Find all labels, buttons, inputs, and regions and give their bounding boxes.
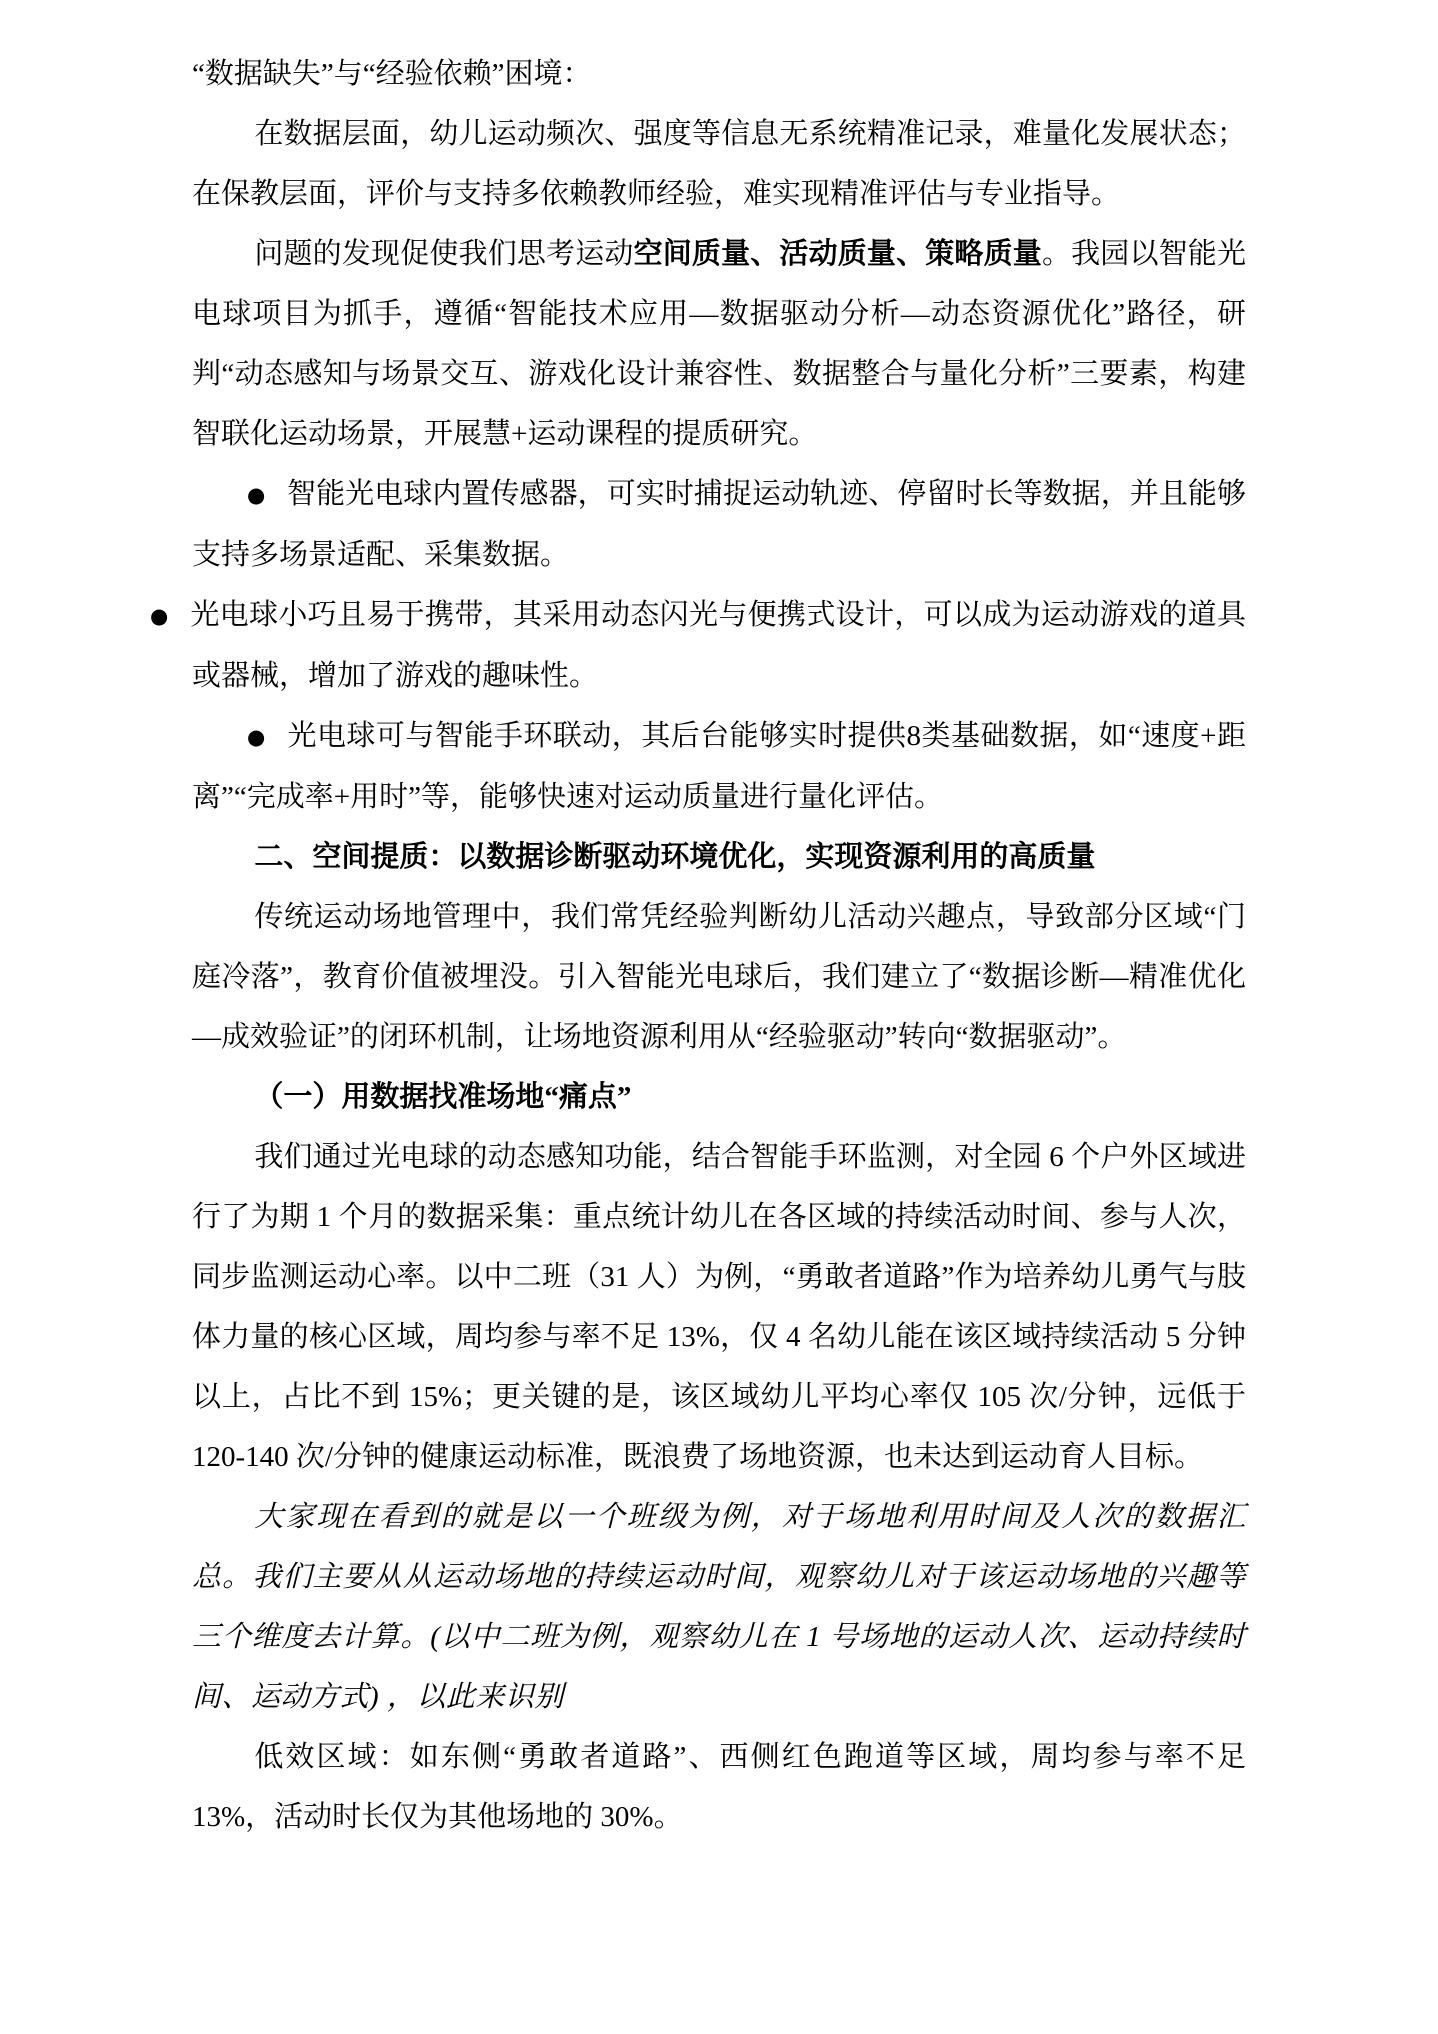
bullet-text: 光电球可与智能手环联动，其后台能够实时提供8类基础数据，如“速度+距离”“完成率+用时”等，能够快速对运动质量进行量化评估。 (192, 720, 1246, 813)
low-efficiency-zone-paragraph (192, 1727, 1246, 1847)
paragraph-text: 传统运动场地管理中，我们常凭经验判断幼儿活动兴趣点，导致部分区域“门庭冷落”，教育价值被埋没。引入智能光电球后，我们建立了“数据诊断—精准优化—成效验证”的闭环机制，让场地资源利用从“经验驱动”转向“数据驱动”。 (192, 901, 1246, 1053)
traditional-management-paragraph (192, 887, 1246, 1067)
paragraph-text: 。我园以智能光电球项目为抓手，遵循“智能技术应用—数据驱动分析—动态资源优化”路径，研判“动态感知与场景交互、游戏化设计兼容性、数据整合与量化分析”三要素，构建智联化运动场景，开展慧+运动课程的提质研究。 (192, 238, 1246, 450)
heading-text: （一）用数据找准场地“痛点” (254, 1081, 632, 1113)
heading-text: 二、空间提质：以数据诊断驱动环境优化，实现资源利用的高质量 (254, 841, 1096, 873)
bullet-text: 光电球小巧且易于携带，其采用动态闪光与便携式设计，可以成为运动游戏的道具或器械，增加了游戏的趣味性。 (190, 599, 1246, 692)
bullet-sensor (192, 464, 1246, 585)
bullet-icon: ● (247, 483, 266, 507)
paragraph-text: 低效区域：如东侧“勇敢者道路”、西侧红色跑道等区域，周均参与率不足 13%，活动时长仅为其他场地的 30%。 (192, 1741, 1246, 1833)
bullet-text: 智能光电球内置传感器，可实时捕捉运动轨迹、停留时长等数据，并且能够支持多场景适配、采集数据。 (192, 478, 1246, 571)
paragraph-text: 大家现在看到的就是以一个班级为例，对于场地利用时间及人次的数据汇总。我们主要从从运动场地的持续运动时间，观察幼儿对于该运动场地的兴趣等三个维度去计算。(以中二班为例，观察幼儿在 1 号场地的运动人次、运动持续时间、运动方式) ，以此来识别 (192, 1501, 1246, 1713)
bullet-portable (150, 585, 1246, 706)
data-collection-paragraph (192, 1127, 1246, 1487)
section-two-heading (192, 827, 1246, 887)
data-level-paragraph (192, 104, 1246, 224)
bullet-wristband (192, 706, 1246, 827)
bullet-icon: ● (150, 604, 169, 628)
dilemma-lead-line (192, 44, 1246, 104)
bullet-icon: ● (247, 725, 266, 749)
quality-keywords-bold: 空间质量、活动质量、策略质量 (633, 238, 1042, 270)
paragraph-text: 我们通过光电球的动态感知功能，结合智能手环监测，对全园 6 个户外区域进行了为期 1 个月的数据采集：重点统计幼儿在各区域的持续活动时间、参与人次，同步监测运动心率。以中二班（31 人）为例，“勇敢者道路”作为培养幼儿勇气与肢体力量的核心区域，周均参与率不足 13%，仅 4 名幼儿能在该区域持续活动 5 分钟以上，占比不到 15%；更关键的是，该区域幼儿平均心率仅 105 次/分钟，远低于 120-140 次/分钟的健康运动标准，既浪费了场地资源，也未达到运动育人目标。 (192, 1141, 1246, 1473)
subsection-one-heading (192, 1067, 1246, 1127)
paragraph-text: 在数据层面，幼儿运动频次、强度等信息无系统精准记录，难量化发展状态；在保教层面，评价与支持多依赖教师经验，难实现精准评估与专业指导。 (192, 118, 1246, 210)
paragraph-text: 问题的发现促使我们思考运动 (254, 238, 634, 270)
kai-commentary-paragraph (192, 1487, 1246, 1727)
problem-discovery-paragraph (192, 224, 1246, 464)
paragraph-text: “数据缺失”与“经验依赖”困境： (192, 58, 592, 90)
